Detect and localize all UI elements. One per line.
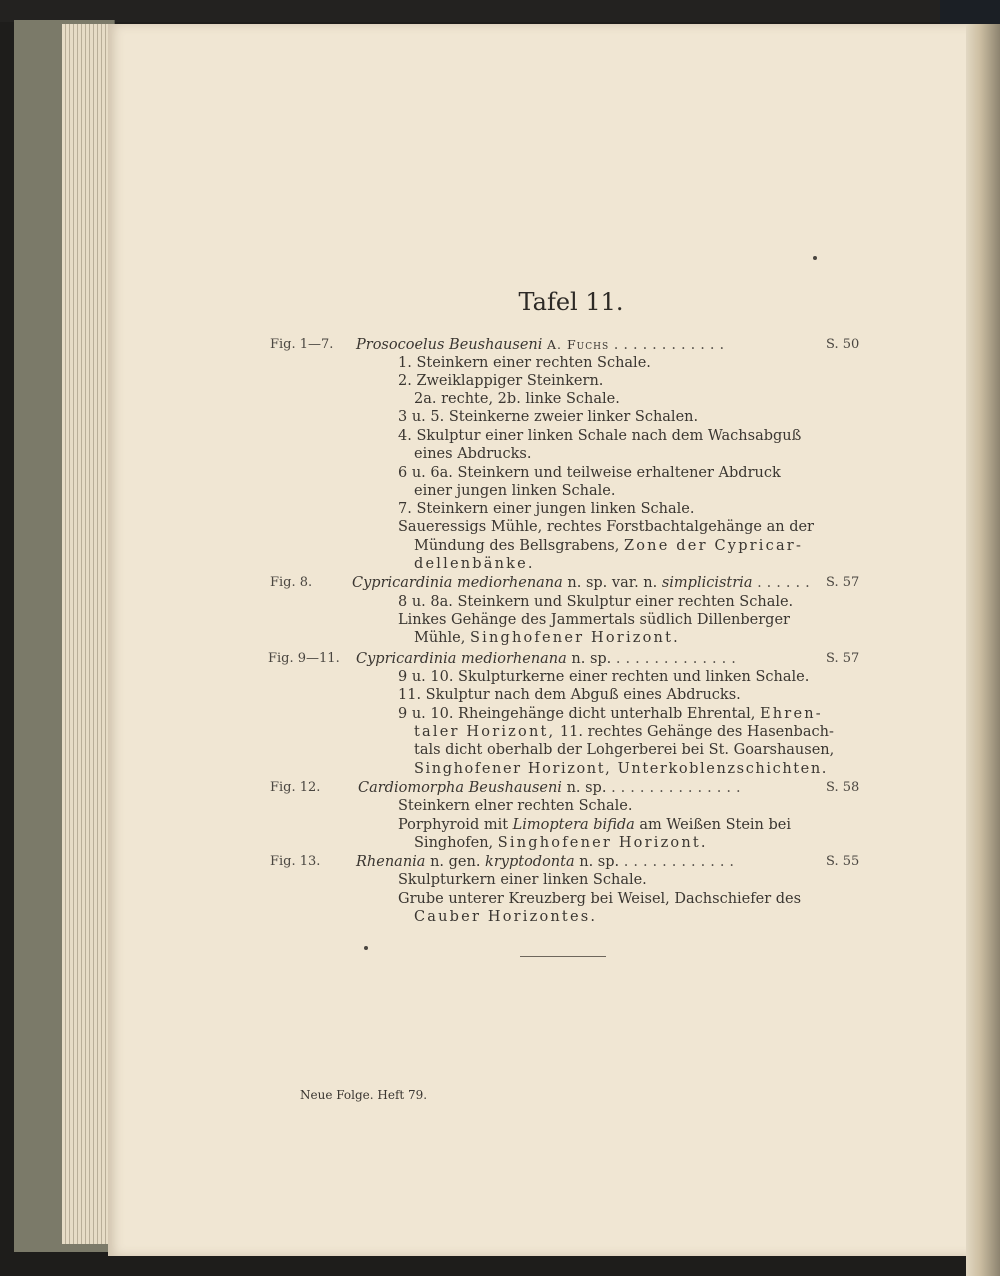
leader-dots: ............: [613, 337, 730, 353]
page-reference: S. 50: [826, 337, 860, 352]
page-reference: S. 55: [826, 854, 860, 869]
horizon-name: taler Horizont,: [414, 724, 556, 740]
species-heading: Cypricardinia mediorhenana n. sp. .............: [356, 651, 741, 667]
species-heading: Rhenania n. gen. kryptodonta n. sp. ............: [356, 854, 740, 870]
fig-label: Fig. 13.: [270, 854, 321, 869]
species-name: Rhenania: [356, 854, 426, 870]
leader-dots: ......: [757, 575, 815, 591]
species-heading: Cypricardinia mediorhenana n. sp. var. n. simplicistria ......: [352, 575, 815, 591]
locality-line: Saueressigs Mühle, rechtes Forstbachtalgehänge an der: [398, 519, 814, 535]
leader-dots: .............: [615, 651, 741, 667]
description-line: 4. Skulptur einer linken Schale nach dem Wachsabguß: [398, 428, 802, 444]
description-line: 2. Zweiklappiger Steinkern.: [398, 373, 604, 389]
description-line: 1. Steinkern einer rechten Schale.: [398, 355, 651, 371]
leader-dots: ............: [623, 854, 740, 870]
locality-line: Grube unterer Kreuzberg bei Weisel, Dachschiefer des: [398, 891, 802, 907]
ink-speck: [364, 946, 368, 950]
species-heading: Cardiomorpha Beushauseni n. sp. ..............: [358, 780, 746, 796]
description-line: einer jungen linken Schale.: [414, 483, 616, 499]
horizon-name: Singhofener Horizont.: [469, 630, 680, 646]
description-line: 2a. rechte, 2b. linke Schale.: [414, 391, 620, 407]
fig-label: Fig. 8.: [270, 575, 313, 590]
variety-name: simplicistria: [661, 575, 753, 591]
locality-line: Singhofen, Singhofener Horizont.: [414, 835, 708, 851]
locality-line: 9 u. 10. Rheingehänge dicht unterhalb Ehrental, Ehren-: [398, 706, 823, 722]
description-line: 3 u. 5. Steinkerne zweier linker Schalen.: [398, 409, 699, 425]
horizon-name: dellenbänke.: [414, 556, 535, 572]
description-line: Steinkern elner rechten Schale.: [398, 798, 633, 814]
page-reference: S. 57: [826, 575, 860, 590]
description-line: 11. Skulptur nach dem Abguß eines Abdrucks.: [398, 687, 741, 703]
page-reference: S. 57: [826, 651, 860, 666]
locality-line: taler Horizont, 11. rechtes Gehänge des Hasenbach-: [414, 724, 834, 740]
horizon-name: Zone der Cypricar-: [623, 538, 804, 554]
description-line: eines Abdrucks.: [414, 446, 532, 462]
locality-line: Mündung des Bellsgrabens, Zone der Cypricar-: [414, 538, 804, 554]
page-footer: Neue Folge. Heft 79.: [300, 1088, 428, 1102]
description-line: 7. Steinkern einer jungen linken Schale.: [398, 501, 695, 517]
species-author: A. Fuchs: [547, 337, 610, 352]
description-line: 6 u. 6a. Steinkern und teilweise erhaltener Abdruck: [398, 465, 781, 481]
description-line: 8 u. 8a. Steinkern und Skulptur einer rechten Schale.: [398, 594, 794, 610]
leader-dots: ..............: [611, 780, 746, 796]
locality-line: Porphyroid mit Limoptera bifida am Weißen Stein bei: [398, 817, 791, 833]
species-name: Cypricardinia mediorhenana: [352, 575, 563, 591]
species-name: Cardiomorpha Beushauseni: [358, 780, 562, 796]
fig-label: Fig. 9—11.: [268, 651, 340, 666]
species-name: Limoptera bifida: [512, 817, 635, 833]
horizon-name: Cauber Horizontes.: [414, 909, 598, 925]
locality-line: tals dicht oberhalb der Lohgerberei bei St. Goarshausen,: [414, 742, 835, 758]
horizon-name: Ehren-: [759, 706, 823, 722]
species-name: Prosocoelus Beushauseni: [356, 337, 543, 353]
top-right-background: [940, 0, 1000, 24]
locality-line: Mühle, Singhofener Horizont.: [414, 630, 680, 646]
fig-label: Fig. 1—7.: [270, 337, 334, 352]
species-epithet: kryptodonta: [485, 854, 575, 870]
fig-label: Fig. 12.: [270, 780, 321, 795]
description-line: 9 u. 10. Skulpturkerne einer rechten und linken Schale.: [398, 669, 810, 685]
horizon-name: Singhofener Horizont, Unterkoblenzschichten.: [414, 761, 829, 777]
page-reference: S. 58: [826, 780, 860, 795]
species-heading: [356, 336, 729, 354]
end-rule: [520, 956, 606, 957]
ink-speck: [813, 256, 817, 260]
locality-line: Linkes Gehänge des Jammertals südlich Dillenberger: [398, 612, 790, 628]
description-line: Skulpturkern einer linken Schale.: [398, 872, 647, 888]
horizon-name: Singhofener Horizont.: [497, 835, 708, 851]
top-background: [0, 0, 1000, 22]
plate-title: Tafel 11.: [518, 288, 624, 316]
species-name: Cypricardinia mediorhenana: [356, 651, 567, 667]
book-gutter: [966, 24, 1000, 1276]
